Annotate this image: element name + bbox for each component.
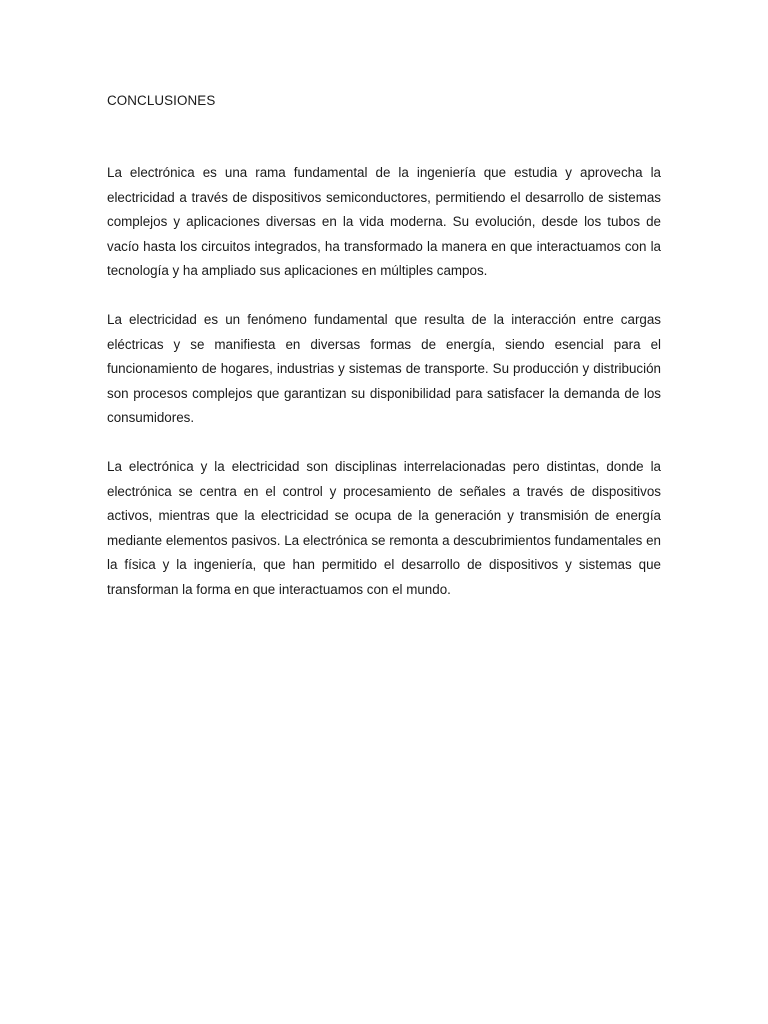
document-body: [107, 161, 661, 627]
paragraph-electricidad: La electricidad es un fenómeno fundamental que resulta de la interacción entre cargas eléctricas y se manifiesta en diversas formas de energía, siendo esencial para el funcionamiento de hogares, industrias y sistemas de transporte. Su producción y distribución son procesos complejos que garantizan su disponibilidad para satisfacer la demanda de los consumidores.: [107, 312, 661, 425]
paragraph-comparacion: La electrónica y la electricidad son disciplinas interrelacionadas pero distintas, donde la electrónica se centra en el control y procesamiento de señales a través de dispositivos activos, mientras que la electricidad se ocupa de la generación y transmisión de energía mediante elementos pasivos. La electrónica se remonta a descubrimientos fundamentales en la física y la ingeniería, que han permitido el desarrollo de dispositivos y sistemas que transforman la forma en que interactuamos con el mundo.: [107, 459, 661, 597]
paragraph-electronica: La electrónica es una rama fundamental de la ingeniería que estudia y aprovecha la electricidad a través de dispositivos semiconductores, permitiendo el desarrollo de sistemas complejos y aplicaciones diversas en la vida moderna. Su evolución, desde los tubos de vacío hasta los circuitos integrados, ha transformado la manera en que interactuamos con la tecnología y ha ampliado sus aplicaciones en múltiples campos.: [107, 165, 661, 278]
page-title: CONCLUSIONES: [107, 93, 216, 108]
